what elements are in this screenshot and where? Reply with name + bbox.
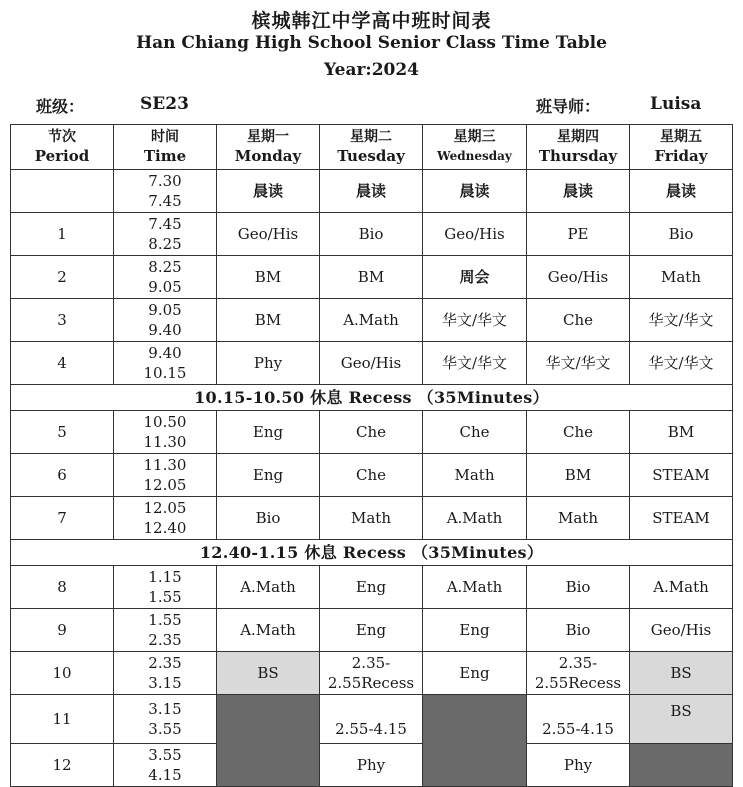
time-cell: 1.15 1.55 [114,566,217,609]
table-row [11,256,733,299]
table-row [11,454,733,497]
monday-cell: Eng [217,454,320,497]
thursday-cell: 2.55-4.15 [527,695,630,744]
friday-cell: Bio [630,213,733,256]
header-row [11,125,733,170]
wednesday-cell: Che [423,411,527,454]
teacher-value: Luisa [650,94,702,114]
time-cell: 8.25 9.05 [114,256,217,299]
friday-cell: Math [630,256,733,299]
tuesday-cell: A.Math [320,299,423,342]
friday-cell: BS [630,652,733,695]
period-cell: 6 [11,454,114,497]
table-row [11,213,733,256]
title-year: Year:2024 [323,60,420,80]
monday-cell: Bio [217,497,320,540]
time-cell: 12.05 12.40 [114,497,217,540]
thursday-cell: Phy [527,744,630,787]
friday-blocked-cell [630,744,733,787]
wednesday-cell: Eng [423,609,527,652]
col-thursday: 星期四 Thursday [527,125,630,170]
monday-cell: BM [217,299,320,342]
period-cell: 9 [11,609,114,652]
friday-cell: STEAM [630,497,733,540]
tuesday-cell: 晨读 [320,170,423,213]
title-english: Han Chiang High School Senior Class Time Table [136,33,607,53]
thursday-cell: 华文/华文 [527,342,630,385]
monday-cell: BM [217,256,320,299]
tuesday-cell: Eng [320,566,423,609]
monday-blocked-cell [217,695,320,787]
tuesday-cell: 2.55-4.15 [320,695,423,744]
friday-cell: A.Math [630,566,733,609]
friday-cell: 华文/华文 [630,299,733,342]
tuesday-cell: Phy [320,744,423,787]
tuesday-cell: Bio [320,213,423,256]
monday-cell: A.Math [217,609,320,652]
tuesday-cell: Math [320,497,423,540]
thursday-cell: PE [527,213,630,256]
thursday-cell: BM [527,454,630,497]
wednesday-cell: Geo/His [423,213,527,256]
class-value: SE23 [140,94,189,114]
col-period: 节次 Period [11,125,114,170]
thursday-cell: 2.35-2.55Recess [527,652,630,695]
table-row [11,652,733,695]
col-tuesday: 星期二 Tuesday [320,125,423,170]
wednesday-cell: Math [423,454,527,497]
time-cell: 2.35 3.15 [114,652,217,695]
friday-cell: Geo/His [630,609,733,652]
friday-cell: BM [630,411,733,454]
monday-cell: Geo/His [217,213,320,256]
col-monday: 星期一 Monday [217,125,320,170]
thursday-cell: Bio [527,566,630,609]
tuesday-cell: Che [320,411,423,454]
thursday-cell: Geo/His [527,256,630,299]
title-chinese: 槟城韩江中学高中班时间表 [251,10,492,32]
table-row [11,411,733,454]
wednesday-cell: 周会 [423,256,527,299]
wednesday-cell: 晨读 [423,170,527,213]
recess-label: 12.40-1.15 休息 Recess （35Minutes） [11,540,733,566]
recess-row [11,540,733,566]
tuesday-cell: BM [320,256,423,299]
recess-label: 10.15-10.50 休息 Recess （35Minutes） [11,385,733,411]
period-cell: 11 [11,695,114,744]
time-cell: 11.30 12.05 [114,454,217,497]
wednesday-cell: A.Math [423,566,527,609]
recess-row [11,385,733,411]
thursday-cell: 晨读 [527,170,630,213]
period-cell: 5 [11,411,114,454]
monday-cell: BS [217,652,320,695]
time-cell: 1.55 2.35 [114,609,217,652]
wednesday-blocked-cell [423,695,527,787]
wednesday-cell: 华文/华文 [423,299,527,342]
friday-cell: 华文/华文 [630,342,733,385]
period-cell: 7 [11,497,114,540]
period-cell: 10 [11,652,114,695]
friday-cell: 晨读 [630,170,733,213]
table-row [11,299,733,342]
timetable [10,124,733,787]
tuesday-cell: Eng [320,609,423,652]
thursday-cell: Bio [527,609,630,652]
tuesday-cell: Che [320,454,423,497]
time-cell: 7.45 8.25 [114,213,217,256]
table-row [11,566,733,609]
table-row [11,497,733,540]
monday-cell: A.Math [217,566,320,609]
col-time: 时间 Time [114,125,217,170]
friday-cell: STEAM [630,454,733,497]
time-cell: 3.55 4.15 [114,744,217,787]
time-cell: 3.15 3.55 [114,695,217,744]
period-cell [11,170,114,213]
period-cell: 4 [11,342,114,385]
table-row [11,342,733,385]
tuesday-cell: Geo/His [320,342,423,385]
monday-cell: Eng [217,411,320,454]
time-cell: 10.50 11.30 [114,411,217,454]
table-row [11,170,733,213]
period-cell: 3 [11,299,114,342]
teacher-label: 班导师： [536,97,601,116]
table-row [11,744,733,787]
col-wednesday: 星期三 Wednesday [423,125,527,170]
wednesday-cell: 华文/华文 [423,342,527,385]
table-row [11,609,733,652]
time-cell: 9.40 10.15 [114,342,217,385]
period-cell: 1 [11,213,114,256]
table-row [11,695,733,744]
wednesday-cell: Eng [423,652,527,695]
monday-cell: Phy [217,342,320,385]
monday-cell: 晨读 [217,170,320,213]
period-cell: 8 [11,566,114,609]
wednesday-cell: A.Math [423,497,527,540]
thursday-cell: Che [527,299,630,342]
period-cell: 2 [11,256,114,299]
period-cell: 12 [11,744,114,787]
friday-cell: BS [630,695,733,744]
col-friday: 星期五 Friday [630,125,733,170]
thursday-cell: Che [527,411,630,454]
time-cell: 7.30 7.45 [114,170,217,213]
thursday-cell: Math [527,497,630,540]
time-cell: 9.05 9.40 [114,299,217,342]
class-label: 班级： [36,97,85,116]
tuesday-cell: 2.35-2.55Recess [320,652,423,695]
